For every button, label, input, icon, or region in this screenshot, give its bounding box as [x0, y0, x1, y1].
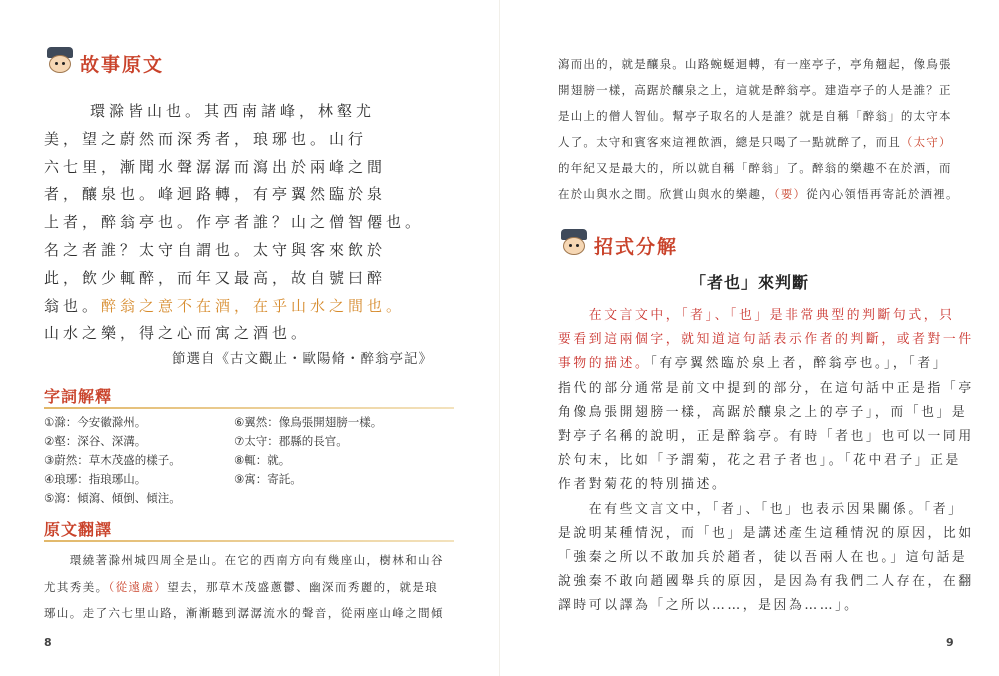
translation-line-segment: 是山上的僧人智仙。幫亭子取名的人是誰？就是自稱「醉翁」的太守本 — [558, 109, 952, 123]
glossary-item: ⑦太守：郡縣的長官。 — [234, 434, 348, 448]
translation-line-segment: 從內心領悟再寄託於酒裡。 — [806, 187, 959, 201]
translation-line — [44, 605, 444, 621]
analysis-line-segment: 「強秦之所以不敢加兵於趙者，徒以吾兩人在也。」這句話是 — [558, 550, 968, 565]
analysis-line-segment: 在有些文言文中，「者」、「也」也表示因果關係。「者」 — [558, 501, 964, 517]
original-text-line — [44, 211, 424, 232]
original-text-line-segment: 山水之樂，得之心而寓之酒也。 — [44, 324, 311, 343]
original-text-line-segment: 者，釀泉也。峰迴路轉，有亭翼然臨於泉 — [44, 185, 387, 204]
analysis-line-segment: 指代的部分通常是前文中提到的部分，在這句話中正是指「亭 — [558, 380, 974, 396]
analysis-line — [558, 304, 955, 323]
scholar-mascot-icon-2 — [558, 229, 590, 257]
section-title-original-text: 故事原文 — [80, 54, 165, 76]
analysis-line — [558, 594, 860, 613]
original-text-line-segment: 上者，醉翁亭也。作亭者誰？山之僧智僊也。 — [44, 213, 425, 232]
glossary-item: ④琅琊：指琅琊山。 — [44, 472, 147, 486]
analysis-line — [558, 425, 974, 444]
translation-line-segment: 琊山。走了六七里山路，漸漸聽到潺潺流水的聲音，從兩座山峰之間傾 — [44, 606, 444, 620]
original-text-line-segment: 醉翁之意不在酒，在乎山水之間也。 — [101, 296, 406, 315]
right-page — [500, 0, 999, 676]
analysis-line — [558, 401, 967, 420]
analysis-line — [558, 546, 967, 565]
original-text-line — [44, 267, 386, 288]
analysis-line-segment: 對亭子名稱的說明，正是醉翁亭。有時「者也」也可以一同用 — [558, 429, 974, 444]
analysis-line-segment: 「有亭翼然臨於泉上者，醉翁亭也。」，「者」 — [650, 356, 949, 372]
analysis-line-segment: 事物的描述。 — [558, 356, 651, 372]
translation-divider — [44, 540, 454, 542]
original-text-line-segment: 名之者誰？太守自謂也。太守與客來飲於 — [44, 241, 387, 259]
analysis-line-segment: 於句末，比如「予謂菊，花之君子者也」。「花中君子」正是 — [558, 453, 961, 469]
translation-line — [558, 56, 952, 72]
translation-line — [558, 82, 952, 98]
section-title-translation: 原文翻譯 — [44, 520, 113, 539]
glossary-item: ①滁：今安徽滁州。 — [44, 415, 147, 429]
translation-line-segment: 環繞著滁州城四周全是山。在它的西南方向有幾座山，樹林和山谷 — [44, 553, 444, 567]
analysis-line — [558, 352, 948, 371]
translation-line-segment: 人了。太守和賓客來這裡飲酒，總是只喝了一點就醉了，而且 — [558, 135, 901, 149]
translation-line-segment: （從遠處） — [108, 579, 168, 594]
scholar-mascot-icon — [44, 47, 76, 75]
original-text-line — [44, 128, 367, 149]
analysis-line-segment: 譯時可以譯為「之所以……，是因為……」。 — [558, 598, 860, 614]
translation-line-segment: 開翅膀一樣，高踞於釀泉之上，這就是醉翁亭。建造亭子的人是誰？正 — [558, 83, 952, 97]
translation-line-segment: 的年紀又是最大的，所以就自稱「醉翁」了。醉翁的樂趣不在於酒，而 — [558, 161, 952, 175]
analysis-line — [558, 498, 964, 517]
original-text-line — [44, 156, 386, 177]
original-text-line — [44, 295, 405, 316]
analysis-line-segment: 要看到這兩個字，就知道這句話表示作者的判斷，或者對一件 — [558, 332, 974, 348]
translation-line — [44, 579, 438, 595]
analysis-line-segment: 作者對菊花的特別描述。 — [558, 477, 728, 493]
original-text-line-segment: 環滁皆山也。其西南諸峰，林壑尤 — [90, 102, 376, 120]
analysis-line-segment: 在文言文中，「者」、「也」是非常典型的判斷句式，只 — [558, 308, 955, 323]
analysis-heading: 「者也」來判斷 — [689, 273, 809, 292]
translation-line — [558, 186, 959, 202]
original-text-line — [44, 183, 386, 204]
page-number-left: 8 — [44, 636, 52, 649]
original-text-line-segment: 六七里，漸聞水聲潺潺而瀉出於兩峰之間 — [44, 157, 387, 176]
translation-line-segment: （要） — [773, 187, 807, 201]
original-text-line — [44, 239, 386, 260]
glossary-item: ③蔚然：草木茂盛的樣子。 — [44, 453, 181, 467]
translation-line — [558, 160, 952, 176]
translation-line-segment: （太守） — [900, 135, 952, 149]
analysis-line — [558, 570, 974, 589]
glossary-item: ⑨寓：寄託。 — [234, 472, 302, 486]
glossary-item: ⑥翼然：像鳥張開翅膀一樣。 — [234, 415, 383, 429]
original-text-line — [90, 100, 375, 121]
analysis-line-segment: 角像鳥張開翅膀一樣，高踞於釀泉之上的亭子」，而「也」是 — [558, 404, 968, 420]
analysis-line — [558, 377, 974, 396]
original-text-line — [44, 322, 310, 343]
analysis-line — [558, 449, 961, 468]
glossary-item: ⑤瀉：傾瀉、傾倒、傾注。 — [44, 491, 181, 505]
translation-line-segment: 瀉而出的，就是釀泉。山路蜿蜒迴轉，有一座亭子，亭角翹起，像鳥張 — [558, 57, 952, 71]
page-number-right: 9 — [946, 636, 954, 649]
translation-line — [44, 552, 444, 568]
analysis-line — [558, 473, 727, 492]
analysis-line-segment: 是說明某種情況，而「也」是講述產生這種情況的原因，比如 — [558, 525, 974, 541]
original-text-line-segment: 翁也。 — [44, 296, 102, 315]
original-text-line-segment: 美，望之蔚然而深秀者，琅琊也。山行 — [44, 129, 368, 148]
translation-line-segment: 尤其秀美。 — [44, 579, 109, 594]
analysis-line — [558, 328, 974, 347]
translation-line — [558, 108, 952, 124]
original-text-line-segment: 此，飲少輒醉，而年又最高，故自號曰醉 — [44, 268, 387, 287]
analysis-line-segment: 說強秦不敢向趙國舉兵的原因，是因為有我們二人存在，在翻 — [558, 574, 974, 590]
translation-line — [558, 134, 952, 150]
section-title-glossary: 字詞解釋 — [44, 387, 113, 406]
section-title-moves: 招式分解 — [594, 236, 679, 258]
translation-line-segment: 在於山與水之間。欣賞山與水的樂趣， — [558, 187, 774, 201]
glossary-item: ②壑：深谷、深溝。 — [44, 434, 147, 448]
analysis-line — [558, 522, 974, 541]
glossary-item: ⑧輒：就。 — [234, 453, 291, 467]
source-citation: 節選自《古文觀止・歐陽脩・醉翁亭記》 — [172, 351, 433, 367]
glossary-divider — [44, 407, 454, 409]
translation-line-segment: 望去，那草木茂盛蔥鬱、幽深而秀麗的，就是琅 — [167, 579, 439, 594]
